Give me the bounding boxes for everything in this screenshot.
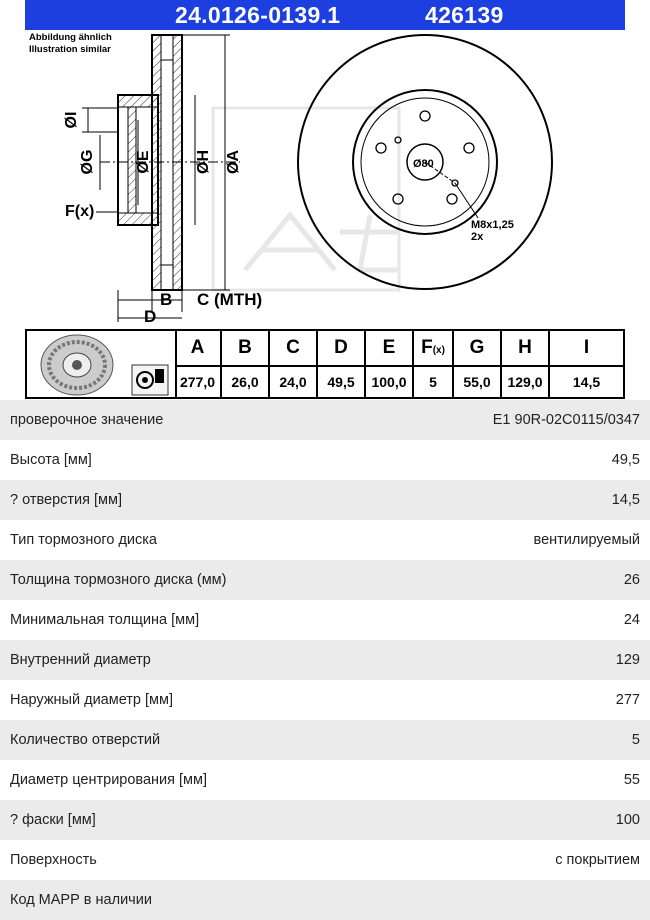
- spec-value: 129: [615, 652, 640, 668]
- dim-column-e: [366, 331, 414, 397]
- spec-row: [0, 840, 650, 880]
- dim-key: A: [190, 337, 205, 358]
- spec-row: [0, 680, 650, 720]
- dim-key: G: [469, 337, 485, 358]
- dim-header: [502, 331, 548, 367]
- label-thread-count: 2x: [471, 231, 484, 243]
- spec-value: 277: [615, 692, 640, 708]
- header-bar: [25, 0, 625, 30]
- short-number: 426139: [425, 2, 504, 28]
- label-f: F(x): [65, 203, 95, 220]
- spec-label: Диаметр центрирования [мм]: [10, 772, 208, 788]
- dim-value: 26,0: [231, 374, 259, 390]
- dim-column-b: [222, 331, 270, 397]
- dim-header: [454, 331, 500, 367]
- label-thread: M8x1,25: [471, 219, 514, 231]
- dim-value: 5: [429, 374, 437, 390]
- spec-value: 24: [623, 612, 640, 628]
- spec-row: [0, 400, 650, 440]
- dim-header: [318, 331, 364, 367]
- spec-row: [0, 640, 650, 680]
- spec-row: [0, 480, 650, 520]
- spec-label: Тип тормозного диска: [10, 532, 157, 548]
- dim-column-f: [414, 331, 454, 397]
- spec-list: [0, 400, 650, 920]
- label-i: ØI: [63, 111, 80, 129]
- spec-value: 14,5: [611, 492, 640, 508]
- spec-value: с покрытием: [555, 852, 640, 868]
- spec-label: Внутренний диаметр: [10, 652, 151, 668]
- illustration-note-de: Abbildung ähnlich: [29, 32, 112, 43]
- spec-label: Высота [мм]: [10, 452, 92, 468]
- spec-value: 26: [623, 572, 640, 588]
- dimension-table: [25, 329, 625, 399]
- dim-key: E: [382, 337, 396, 358]
- spec-row: [0, 560, 650, 600]
- ate-watermark-logo: [213, 108, 400, 290]
- label-e: ØE: [135, 150, 152, 174]
- spec-value: 100: [615, 812, 640, 828]
- side-section-view: [63, 35, 262, 326]
- dim-value: 100,0: [371, 374, 407, 390]
- dim-header: [550, 331, 623, 367]
- spec-label: Поверхность: [10, 852, 97, 868]
- spec-row: [0, 800, 650, 840]
- spec-label: Наружный диаметр [мм]: [10, 692, 174, 708]
- dim-key-sub: (x): [432, 345, 445, 356]
- label-g: ØG: [79, 149, 96, 175]
- dim-key: F: [421, 337, 433, 358]
- spec-label: Код МАРР в наличии: [10, 892, 152, 908]
- dim-header: [175, 331, 220, 367]
- illustration-note-en: Illustration similar: [29, 44, 111, 55]
- label-b: B: [160, 290, 173, 309]
- spec-value: 5: [631, 732, 640, 748]
- spec-value: 55: [623, 772, 640, 788]
- dim-header: [222, 331, 268, 367]
- spec-row: [0, 600, 650, 640]
- dim-key: C: [286, 337, 300, 358]
- spec-value: вентилируемый: [533, 532, 640, 548]
- dim-column-g: [454, 331, 502, 397]
- spec-row: [0, 720, 650, 760]
- spec-row: [0, 880, 650, 920]
- spec-value: 49,5: [611, 452, 640, 468]
- dim-column-c: [270, 331, 318, 397]
- spec-row: [0, 520, 650, 560]
- spec-label: проверочное значение: [10, 412, 164, 428]
- dim-value: 49,5: [327, 374, 355, 390]
- spec-label: Минимальная толщина [мм]: [10, 612, 200, 628]
- dim-column-h: [502, 331, 550, 397]
- dim-value: 277,0: [179, 374, 216, 390]
- spec-label: Толщина тормозного диска (мм): [10, 572, 227, 588]
- thumbnail-cell: [27, 331, 177, 397]
- dim-column-a: [175, 331, 222, 397]
- dim-value: 129,0: [507, 374, 543, 390]
- dim-value: 14,5: [572, 374, 601, 390]
- disc-thumbnail-icon: [27, 331, 173, 397]
- spec-row: [0, 440, 650, 480]
- spec-label: Количество отверстий: [10, 732, 161, 748]
- spec-row: [0, 760, 650, 800]
- dim-key: I: [583, 337, 590, 358]
- dim-value: 55,0: [463, 374, 491, 390]
- part-number: 24.0126-0139.1: [175, 2, 341, 28]
- dim-column-d: [318, 331, 366, 397]
- dim-key: D: [334, 337, 348, 358]
- dim-key: H: [518, 337, 532, 358]
- dim-column-i: [550, 331, 623, 397]
- label-c: C (MTH): [197, 290, 263, 309]
- spec-label: ? фаски [мм]: [10, 812, 96, 828]
- dim-header: [414, 331, 452, 367]
- spec-value: E1 90R-02C0115/0347: [492, 412, 640, 428]
- label-center-bore: Ø80: [413, 158, 434, 170]
- technical-drawing: [0, 30, 650, 328]
- spec-label: ? отверстия [мм]: [10, 492, 123, 508]
- dim-key: B: [238, 337, 252, 358]
- dim-header: [270, 331, 316, 367]
- dim-value: 24,0: [279, 374, 307, 390]
- dim-header: [366, 331, 412, 367]
- label-a: ØA: [225, 150, 242, 174]
- label-h: ØH: [195, 150, 212, 174]
- label-d: D: [144, 307, 157, 326]
